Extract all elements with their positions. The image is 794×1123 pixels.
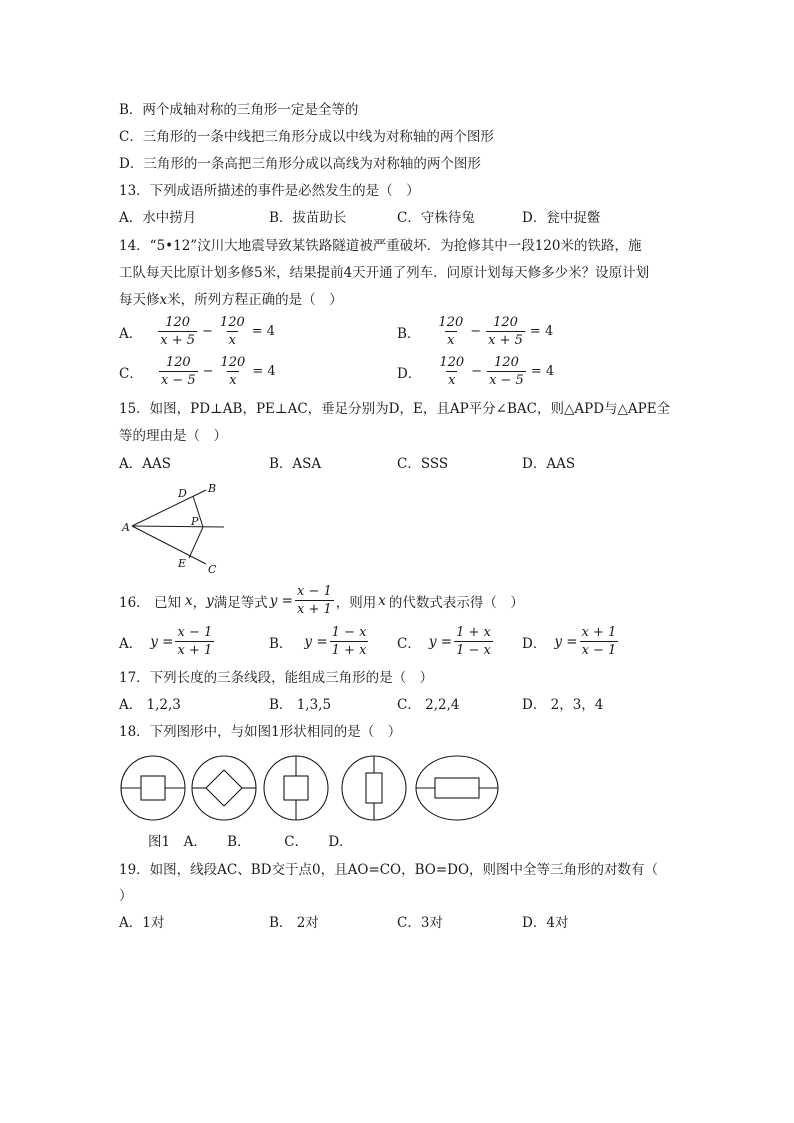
figure-a-circle-diamond <box>192 756 256 820</box>
equation-rhs: = 4 <box>251 324 276 339</box>
numerator: 1 + x <box>456 625 491 640</box>
figure-b-circle-square-vertical <box>264 756 328 820</box>
q12-option-c: C．三角形的一条中线把三角形分成以中线为对称轴的两个图形 <box>119 129 494 145</box>
q16-fraction <box>295 583 334 618</box>
bisector-ap <box>132 526 224 527</box>
equation-rhs: = 4 <box>252 364 276 379</box>
numerator: 120 <box>165 315 191 330</box>
q18-figures <box>118 752 502 826</box>
q16-stem-post1: ，则用 <box>335 594 377 611</box>
q16-option-label: D． <box>522 635 547 652</box>
numerator: x − 1 <box>296 584 332 599</box>
q15-option-d: D．AAS <box>522 456 576 472</box>
q14-line3-pre: 每天修 <box>119 292 160 308</box>
q15-stem-line2: 等的理由是（ ） <box>119 428 227 444</box>
label-d: D <box>178 487 187 500</box>
q14-stem-line1: 14．“5•12”汶川大地震导致某铁路隧道被严重破坏．为抢修其中一段120米的铁路，施 <box>119 238 642 254</box>
q16-fraction <box>330 624 369 659</box>
numerator: 120 <box>165 355 191 370</box>
q14-line3-post: 米，所列方程正确的是（ ） <box>167 292 343 308</box>
q16-stem-pre: 16． 已知 <box>119 594 181 611</box>
q19-option-a: A．1对 <box>119 915 165 931</box>
figure-d-ellipse-rectangle <box>416 756 498 820</box>
numerator: 120 <box>219 315 245 330</box>
label-c: C <box>208 563 217 576</box>
q14-fraction <box>158 314 197 349</box>
q16-option-lhs: y = <box>304 633 328 650</box>
q16-stem <box>119 583 524 618</box>
denominator: x − 5 <box>160 373 196 388</box>
q12-option-d: D．三角形的一条高把三角形分成以高线为对称轴的两个图形 <box>119 156 481 172</box>
q15-option-c: C．SSS <box>397 456 449 472</box>
q16-option-lhs: y = <box>554 633 578 650</box>
q17-option-b: B． 1,3,5 <box>269 697 332 713</box>
q19-stem-line1: 19．如图，线段AC、BD交于点0，且AO=CO，BO=DO，则图中全等三角形的对数有（ <box>119 862 659 878</box>
denominator: x + 1 <box>177 643 213 658</box>
q14-option-b <box>397 314 556 349</box>
q19-option-d: D．4对 <box>522 915 569 931</box>
q16-variable-x: x <box>378 592 386 609</box>
q14-fraction <box>487 354 526 389</box>
minus-sign: − <box>471 364 483 379</box>
numerator: 120 <box>438 315 464 330</box>
q16-stem-mid: 满足等式 <box>213 594 268 611</box>
q19-option-b: B． 2对 <box>269 915 319 931</box>
q16-stem-post2: 的代数式表示得（ ） <box>388 594 524 611</box>
q16-option-label: C． <box>397 635 421 652</box>
q17-option-a: A． 1,2,3 <box>119 697 181 713</box>
q16-option-label: B． <box>269 635 293 652</box>
q14-option-label: B． <box>397 325 421 342</box>
q16-variable-x: x <box>184 592 193 609</box>
denominator: x − 5 <box>489 373 524 388</box>
q13-option-d: D．瓮中捉鳖 <box>522 210 601 226</box>
q16-option-lhs: y = <box>428 633 453 650</box>
q16-variable-y: y <box>206 592 214 609</box>
q16-option-a <box>119 624 216 659</box>
segment-pe <box>189 527 203 558</box>
q15-option-b: B．ASA <box>269 456 322 472</box>
q14-option-label: D． <box>397 365 422 382</box>
q16-comma: ， <box>192 594 207 611</box>
denominator: x <box>228 333 236 348</box>
q16-fraction <box>175 624 214 659</box>
q16-fraction <box>580 624 619 659</box>
q14-fraction <box>159 354 198 389</box>
q14-variable-x: x <box>159 292 168 308</box>
q13-option-a: A．水中捞月 <box>119 210 197 226</box>
q15-stem-line1: 15．如图，PD⊥AB，PE⊥AC，垂足分别为D，E，且AP平分∠BAC，则△APD与△APE全 <box>119 401 671 417</box>
label-p: P <box>191 515 199 528</box>
q16-option-label: A． <box>119 635 143 652</box>
q16-option-lhs: y = <box>150 633 174 650</box>
q16-fraction <box>454 624 493 659</box>
equation-rhs: = 4 <box>530 364 555 379</box>
q14-option-c <box>119 354 279 389</box>
q13-stem: 13．下列成语所描述的事件是必然发生的是（ ） <box>119 183 420 199</box>
numerator: 1 − x <box>331 625 367 640</box>
minus-sign: − <box>202 364 214 379</box>
q17-option-d: D． 2，3，4 <box>522 697 604 713</box>
denominator: x + 5 <box>488 333 523 348</box>
denominator: x + 1 <box>296 602 332 617</box>
q16-option-d <box>522 624 620 659</box>
numerator: x − 1 <box>177 625 213 640</box>
q14-fraction <box>436 314 465 349</box>
q14-fraction <box>219 354 248 389</box>
label-e: E <box>178 557 187 570</box>
label-b: B <box>208 482 217 495</box>
figure-c-circle-rectangle-vertical <box>342 756 406 820</box>
numerator: 120 <box>493 315 518 330</box>
q14-stem-line2: 工队每天比原计划多修5米，结果提前4天开通了列车．问原计划每天修多少米？设原计划 <box>119 265 650 281</box>
q13-option-b: B．拔苗助长 <box>269 210 347 226</box>
q16-equation-lhs: y = <box>269 592 293 609</box>
q18-stem: 18．下列图形中，与如图1形状相同的是（ ） <box>119 724 402 740</box>
q14-fraction <box>486 314 525 349</box>
q18-figure-caption: 图1 A． B． C． D． <box>148 834 353 850</box>
equation-rhs: = 4 <box>529 324 554 339</box>
denominator: x <box>229 373 237 388</box>
label-a: A <box>122 521 130 534</box>
numerator: 120 <box>494 355 519 370</box>
denominator: x <box>448 373 456 388</box>
denominator: 1 − x <box>456 643 491 658</box>
numerator: 120 <box>439 355 465 370</box>
q16-option-b <box>269 624 370 659</box>
q16-option-c <box>397 624 495 659</box>
q14-stem-line3 <box>119 290 343 310</box>
denominator: x <box>447 333 455 348</box>
denominator: 1 + x <box>331 643 367 658</box>
minus-sign: − <box>470 324 482 339</box>
q15-angle-bisector-figure <box>114 478 234 578</box>
numerator: x + 1 <box>581 625 617 640</box>
numerator: 120 <box>220 355 246 370</box>
minus-sign: − <box>202 324 213 339</box>
q19-option-c: C．3对 <box>397 915 443 931</box>
q14-option-d <box>397 354 557 389</box>
figure-1-circle-square <box>121 756 185 820</box>
q14-fraction <box>437 354 466 389</box>
q12-option-b: B．两个成轴对称的三角形一定是全等的 <box>119 102 359 118</box>
q17-option-c: C． 2,2,4 <box>397 697 460 713</box>
q19-stem-line2: ） <box>119 888 133 904</box>
denominator: x + 5 <box>160 333 196 348</box>
q15-option-a: A．AAS <box>119 456 171 472</box>
q14-option-a <box>119 314 278 349</box>
q14-fraction <box>218 314 247 349</box>
denominator: x − 1 <box>581 643 617 658</box>
q13-option-c: C．守株待兔 <box>397 210 475 226</box>
q14-option-label: A． <box>119 325 143 342</box>
q14-option-label: C． <box>119 365 143 382</box>
q17-stem: 17．下列长度的三条线段，能组成三角形的是（ ） <box>119 670 434 686</box>
